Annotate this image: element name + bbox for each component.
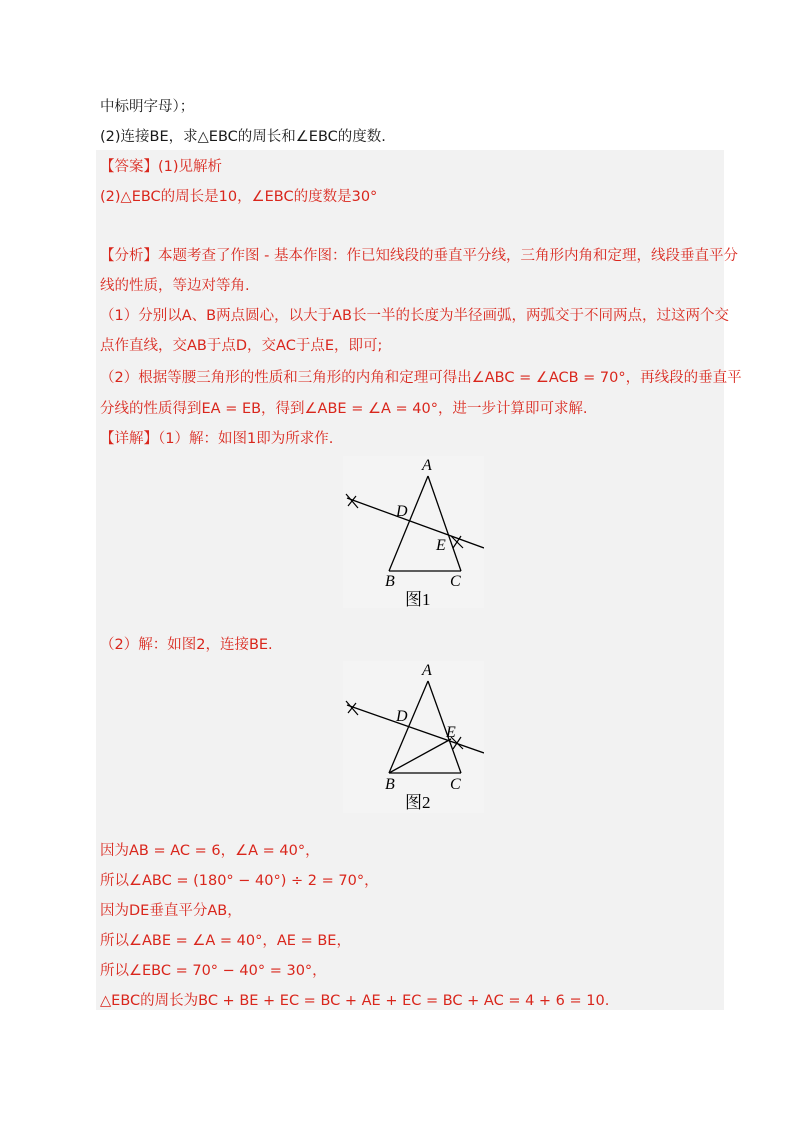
analysis-line: （1）分别以A、B两点圆心，以大于AB长一半的长度为半径画弧，两弧交于不同两点，过这两个交 — [100, 308, 729, 324]
figure-2-drawing — [343, 661, 484, 813]
figure-2-caption: 图2 — [405, 793, 431, 812]
segment-ab — [389, 476, 428, 571]
analysis-line: 点作直线，交AB于点D，交AC于点E，即可; — [100, 338, 383, 354]
segment-ac — [428, 476, 461, 571]
question-part-2: (2)连接BE，求△EBC的周长和∠EBC的度数. — [100, 129, 386, 145]
detail-heading: 【详解】（1）解：如图1即为所求作. — [100, 431, 334, 447]
answer-heading: 【答案】(1)见解析 — [100, 159, 223, 175]
label-c: C — [450, 776, 461, 793]
label-c: C — [450, 573, 461, 590]
analysis-line: 【分析】本题考查了作图 - 基本作图：作已知线段的垂直平分线，三角形内角和定理，线段垂直平分 — [100, 248, 738, 264]
solution-step: 所以∠EBC = 70° − 40° = 30°， — [100, 963, 327, 979]
perpendicular-bisector — [347, 705, 484, 753]
segment-be — [389, 739, 451, 773]
text-line: 中标明字母）； — [100, 99, 195, 115]
analysis-line: （2）根据等腰三角形的性质和三角形的内角和定理可得出∠ABC = ∠ACB = 70°，再线段的垂直平 — [100, 370, 742, 386]
solution-step: △EBC的周长为BC + BE + EC = BC + AE + EC = BC + AC = 4 + 6 = 10. — [100, 993, 610, 1009]
label-e: E — [436, 537, 446, 554]
answer-result: (2)△EBC的周长是10，∠EBC的度数是30° — [100, 189, 378, 205]
label-b: B — [385, 776, 395, 793]
figure-1 — [343, 456, 484, 608]
label-a: A — [422, 457, 432, 474]
figure-1-drawing — [343, 456, 484, 608]
label-b: B — [385, 573, 395, 590]
label-d: D — [396, 503, 408, 520]
solution-step: 因为DE垂直平分AB， — [100, 903, 242, 919]
label-d: D — [396, 708, 408, 725]
analysis-line: 线的性质，等边对等角. — [100, 278, 250, 294]
label-a: A — [422, 662, 432, 679]
figure-1-caption: 图1 — [405, 590, 431, 608]
solution-step: 因为AB = AC = 6，∠A = 40°， — [100, 843, 320, 859]
solution-step: 所以∠ABE = ∠A = 40°，AE = BE， — [100, 933, 351, 949]
detail-part-2: （2）解：如图2，连接BE. — [100, 637, 273, 653]
figure-2 — [343, 661, 484, 813]
analysis-line: 分线的性质得到EA = EB，得到∠ABE = ∠A = 40°，进一步计算即可求解. — [100, 401, 588, 417]
segment-ac — [428, 681, 461, 773]
label-e: E — [446, 724, 456, 741]
solution-step: 所以∠ABC = (180° − 40°) ÷ 2 = 70°， — [100, 873, 379, 889]
